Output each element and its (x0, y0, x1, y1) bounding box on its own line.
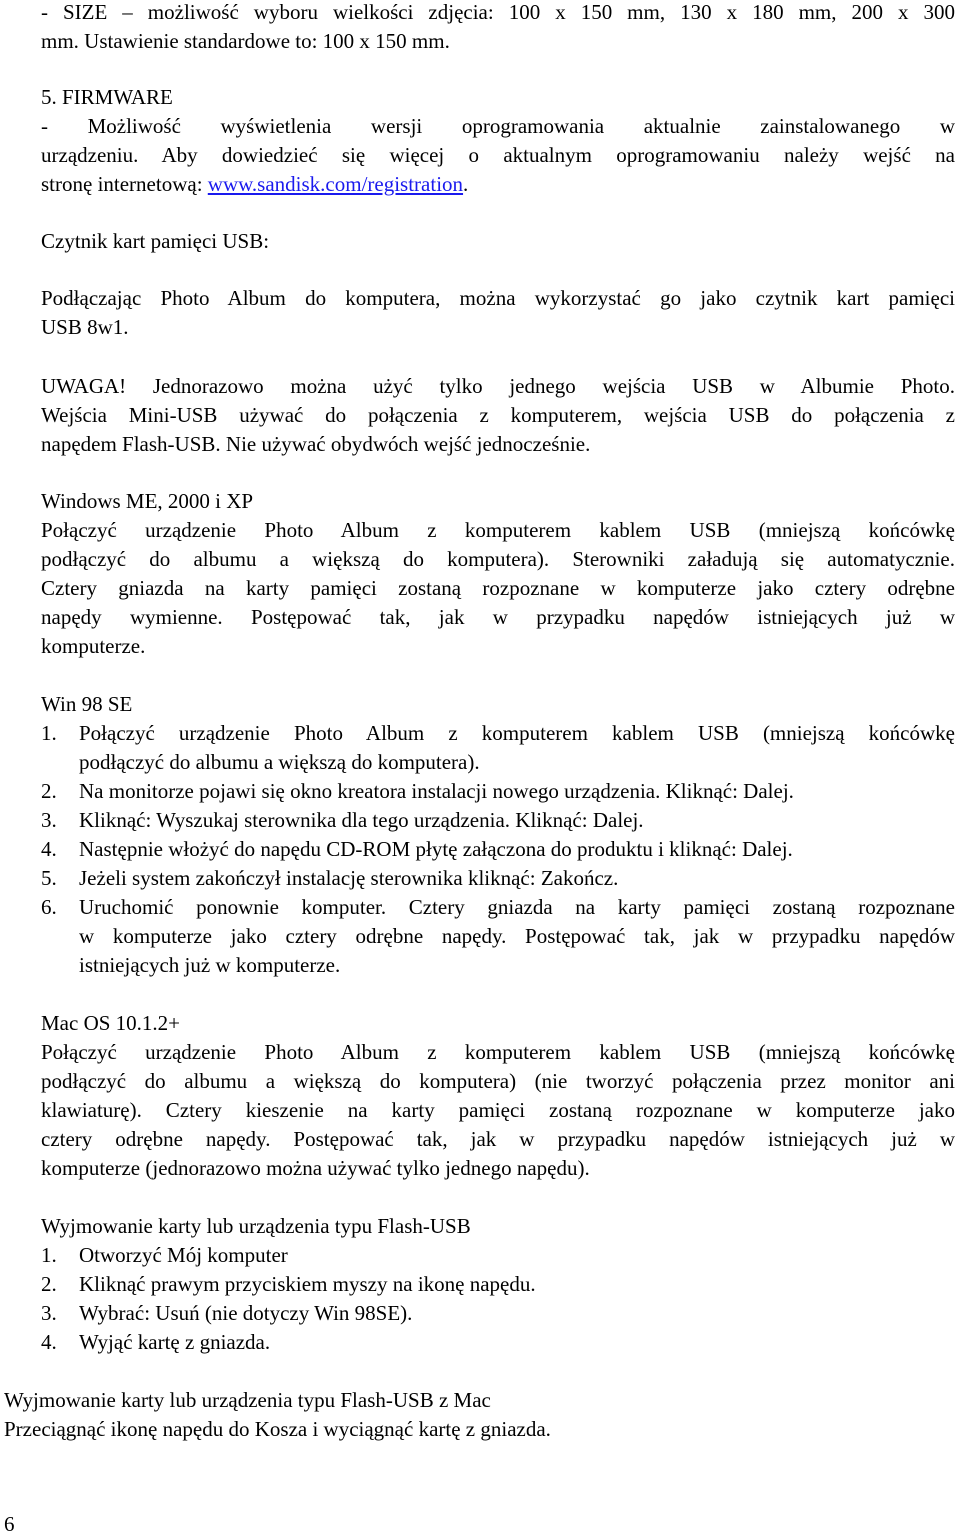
win98-step-6-num: 6. (41, 895, 57, 919)
win98-step-6-line-1: Uruchomić ponownie komputer. Cztery gniazda na karty pamięci zostaną rozpoznane (79, 895, 955, 919)
windows-line-4: napędy wymienne. Postępować tak, jak w przypadku napędów istniejących już w (41, 605, 955, 629)
removal-step-4-num: 4. (41, 1330, 57, 1354)
firmware-line-3 (41, 170, 955, 199)
usb-reader-line-1: Podłączając Photo Album do komputera, można wykorzystać go jako czytnik kart pamięci (41, 286, 955, 310)
firmware-line-1: - Możliwość wyświetlenia wersji oprogramowania aktualnie zainstalowanego w (41, 114, 955, 138)
warning-line-1: UWAGA! Jednorazowo można użyć tylko jednego wejścia USB w Albumie Photo. (41, 374, 955, 398)
firmware-line-2: urządzeniu. Aby dowiedzieć się więcej o aktualnym oprogramowaniu należy wejść na (41, 143, 955, 167)
win98-step-2-num: 2. (41, 779, 57, 803)
windows-line-1: Połączyć urządzenie Photo Album z komputerem kablem USB (mniejszą końcówkę (41, 518, 955, 542)
win98-step-1-num: 1. (41, 721, 57, 745)
win98-step-6-line-2: w komputerze jako cztery odrębne napędy. Postępować tak, jak w przypadku napędów (79, 924, 955, 948)
usb-reader-heading: Czytnik kart pamięci USB: (41, 229, 270, 253)
removal-step-3-num: 3. (41, 1301, 57, 1325)
win98-step-6-line-3: istniejących już w komputerze. (79, 953, 341, 977)
firmware-line-3-prefix: stronę internetową: (41, 172, 208, 196)
win98-step-2-line-1: Na monitorze pojawi się okno kreatora instalacji nowego urządzenia. Kliknąć: Dalej. (79, 779, 794, 803)
mac-line-1: Połączyć urządzenie Photo Album z komputerem kablem USB (mniejszą końcówkę (41, 1040, 955, 1064)
removal-step-4-text: Wyjąć kartę z gniazda. (79, 1330, 271, 1354)
page-number: 6 (4, 1512, 15, 1536)
removal-step-2 (41, 1270, 955, 1299)
removal-step-4 (41, 1328, 955, 1357)
removal-step-1 (41, 1241, 955, 1270)
removal-step-1-num: 1. (41, 1243, 57, 1267)
windows-line-3: Cztery gniazda na karty pamięci zostaną rozpoznane w komputerze jako cztery odrębne (41, 576, 955, 600)
removal-step-2-text: Kliknąć prawym przyciskiem myszy na ikonę napędu. (79, 1272, 536, 1296)
removal-heading: Wyjmowanie karty lub urządzenia typu Flash-USB (41, 1214, 471, 1238)
mac-line-5: komputerze (jednorazowo można używać tylko jednego napędu). (41, 1156, 590, 1180)
mac-heading: Mac OS 10.1.2+ (41, 1011, 181, 1035)
win98-heading: Win 98 SE (41, 692, 133, 716)
removal-step-2-num: 2. (41, 1272, 57, 1296)
mac-line-4: cztery odrębne napędy. Postępować tak, jak w przypadku napędów istniejących już w (41, 1127, 955, 1151)
warning-line-3: napędem Flash-USB. Nie używać obydwóch wejść jednocześnie. (41, 432, 591, 456)
size-line-2: mm. Ustawienie standardowe to: 100 x 150 mm. (41, 29, 450, 53)
win98-step-4-line-1: Następnie włożyć do napędu CD-ROM płytę załączona do produktu i kliknąć: Dalej. (79, 837, 793, 861)
windows-line-5: komputerze. (41, 634, 146, 658)
win98-step-1-line-1: Połączyć urządzenie Photo Album z komputerem kablem USB (mniejszą końcówkę (79, 721, 955, 745)
windows-heading: Windows ME, 2000 i XP (41, 489, 254, 513)
size-line-1: - SIZE – możliwość wyboru wielkości zdjęcia: 100 x 150 mm, 130 x 180 mm, 200 x 300 (41, 0, 955, 24)
win98-step-3-line-1: Kliknąć: Wyszukaj sterownika dla tego urządzenia. Kliknąć: Dalej. (79, 808, 644, 832)
removal-step-1-text: Otworzyć Mój komputer (79, 1243, 288, 1267)
removal-mac-heading: Wyjmowanie karty lub urządzenia typu Flash-USB z Mac (4, 1388, 491, 1412)
warning-line-2: Wejścia Mini-USB używać do połączenia z komputerem, wejścia USB do połączenia z (41, 403, 955, 427)
firmware-heading: 5. FIRMWARE (41, 85, 173, 109)
usb-reader-line-2: USB 8w1. (41, 315, 129, 339)
registration-link[interactable]: www.sandisk.com/registration (207, 172, 464, 196)
removal-step-3 (41, 1299, 955, 1328)
win98-step-1-line-2: podłączyć do albumu a większą do komputera). (79, 750, 480, 774)
mac-line-3: klawiaturę). Cztery kieszenie na karty pamięci zostaną rozpoznane w komputerze jako (41, 1098, 955, 1122)
win98-step-3-num: 3. (41, 808, 57, 832)
removal-step-3-text: Wybrać: Usuń (nie dotyczy Win 98SE). (79, 1301, 413, 1325)
mac-line-2: podłączyć do albumu a większą do komputera) (nie tworzyć połączenia przez monitor ani (41, 1069, 955, 1093)
firmware-line-3-suffix: . (463, 172, 469, 196)
win98-step-5-num: 5. (41, 866, 57, 890)
windows-line-2: podłączyć do albumu a większą do komputera). Sterowniki załadują się automatycznie. (41, 547, 955, 571)
removal-mac-line-1: Przeciągnąć ikonę napędu do Kosza i wyciągnąć kartę z gniazda. (4, 1417, 551, 1441)
win98-step-4-num: 4. (41, 837, 57, 861)
win98-step-5-line-1: Jeżeli system zakończył instalację sterownika kliknąć: Zakończ. (79, 866, 619, 890)
